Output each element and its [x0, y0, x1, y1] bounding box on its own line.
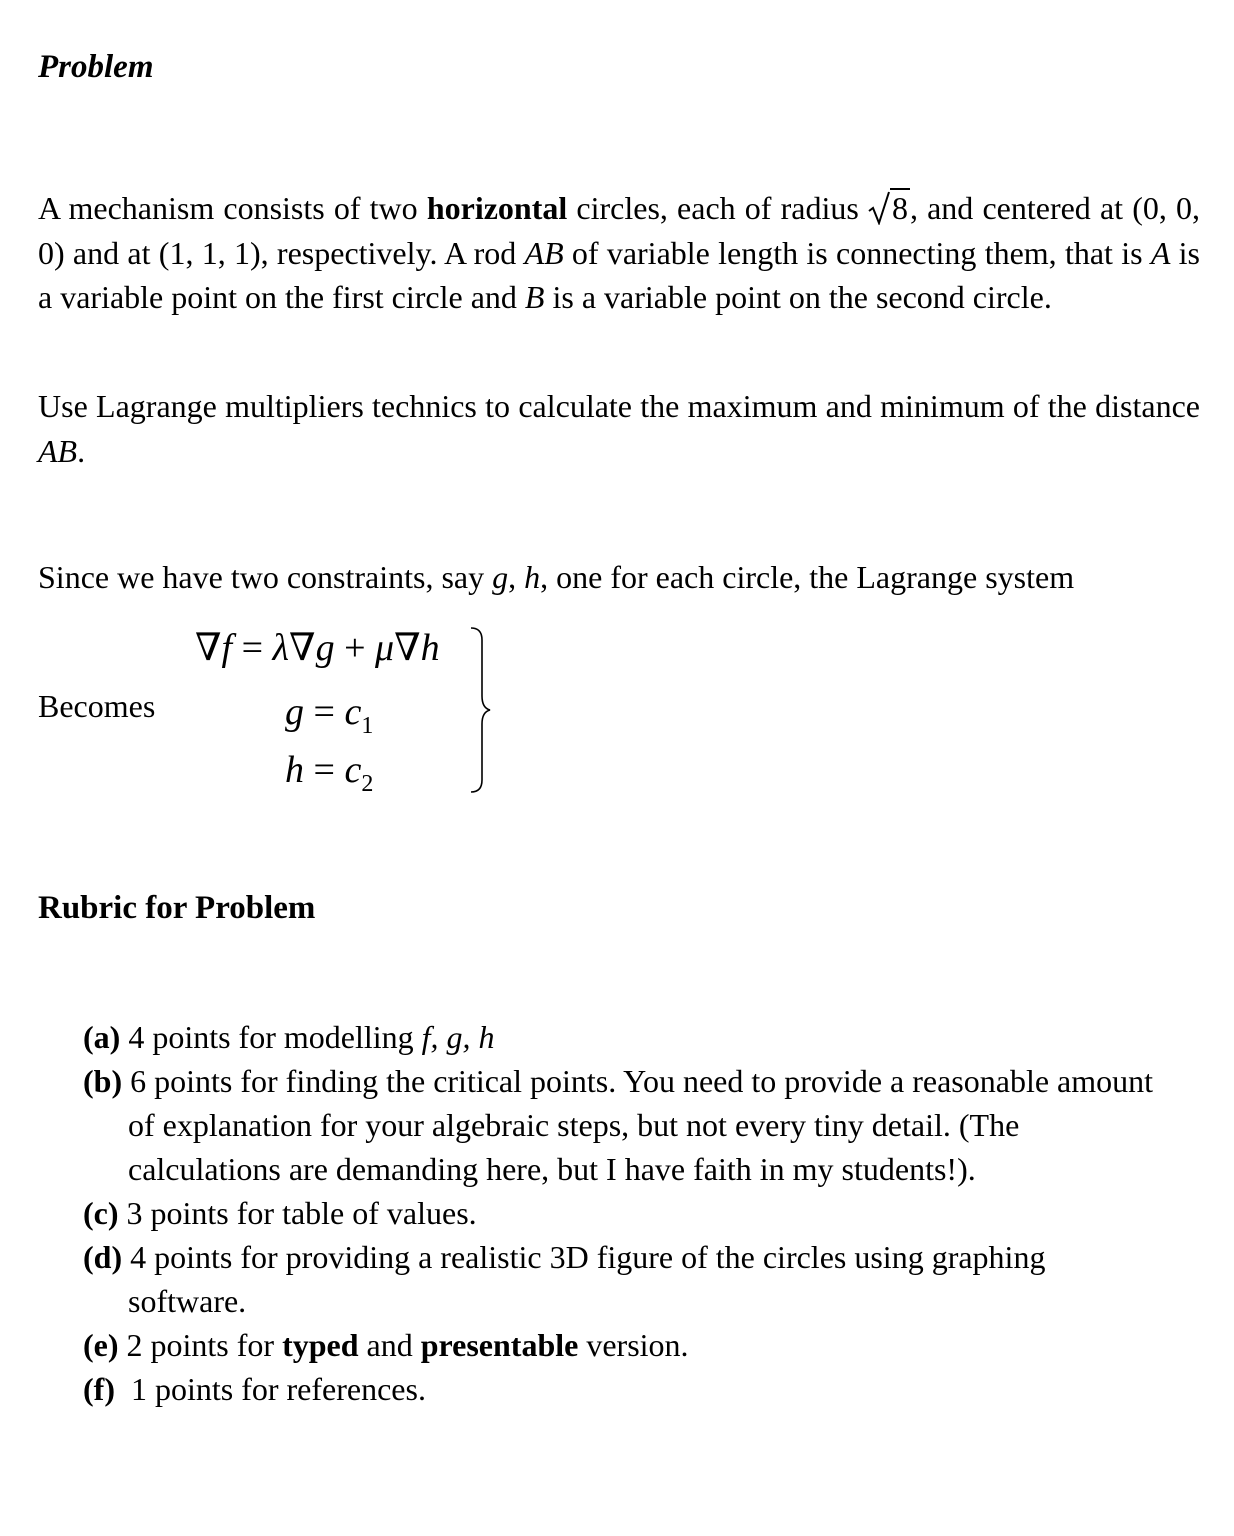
list-item	[83, 1015, 1163, 1059]
bold-term-horizontal: horizontal	[426, 190, 568, 226]
var-lambda: λ	[272, 627, 290, 669]
var-h: h	[285, 749, 304, 791]
sqrt-expression	[868, 190, 910, 226]
list-item	[83, 1191, 1163, 1235]
var-f: f	[221, 627, 233, 669]
bold-term-presentable: presentable	[420, 1327, 579, 1363]
text-span: , one for each circle, the Lagrange system	[540, 559, 1075, 595]
item-text: 2 points for	[118, 1327, 283, 1363]
text-span: A mechanism consists of two	[38, 190, 427, 226]
text-span: ,	[508, 559, 525, 595]
item-label: (d)	[83, 1239, 123, 1275]
italic-term-ab: AB	[38, 432, 78, 469]
problem-paragraph-2	[38, 384, 1200, 473]
list-item	[83, 1323, 1163, 1367]
problem-paragraph-1	[38, 186, 1200, 320]
item-text: 4 points for providing a realistic 3D figure of the circles using graphing software.	[122, 1239, 1046, 1319]
subscript-2: 2	[361, 771, 374, 797]
text-span: circles, each of radius	[567, 190, 868, 226]
text-span: Use Lagrange multipliers technics to calculate the maximum and minimum of the distance	[38, 388, 1200, 424]
item-text: 3 points for table of values.	[118, 1195, 477, 1231]
text-span: Since we have two constraints, say	[38, 559, 493, 595]
sqrt-argument: 8	[891, 190, 908, 226]
var-mu: μ	[375, 627, 395, 669]
item-label: (a)	[83, 1019, 121, 1055]
lagrange-equation-3	[285, 748, 373, 806]
problem-paragraph-3	[38, 555, 1200, 600]
equals-sign: =	[232, 627, 273, 669]
text-span: , and centered at (0, 0, 0) and at (1, 1, 1), respectively. A rod	[38, 190, 1201, 271]
nabla-symbol: ∇	[289, 627, 316, 669]
item-text: 1 points for references.	[114, 1371, 426, 1407]
item-math: f, g, h	[421, 1019, 495, 1055]
var-c: c	[344, 749, 362, 791]
nabla-symbol: ∇	[394, 627, 421, 669]
equals-sign: =	[304, 749, 345, 791]
lagrange-equation-2	[285, 690, 373, 748]
rubric-list	[83, 1015, 1163, 1411]
text-span: of variable length is connecting them, that is	[563, 234, 1151, 271]
item-text: version.	[578, 1327, 689, 1363]
rubric-heading: Rubric for Problem	[38, 890, 316, 926]
var-g: g	[285, 691, 304, 733]
item-label: (f)	[83, 1371, 115, 1407]
list-item	[83, 1367, 1163, 1411]
italic-term-b: B	[524, 279, 545, 315]
becomes-label: Becomes	[38, 688, 156, 724]
italic-term-ab: AB	[524, 234, 564, 271]
list-item	[83, 1059, 1163, 1191]
var-g: g	[315, 627, 335, 669]
text-span: is a variable point on the second circle.	[544, 279, 1052, 315]
text-span: .	[77, 432, 86, 469]
lagrange-equation-1	[195, 626, 440, 670]
var-c: c	[344, 691, 362, 733]
bold-term-typed: typed	[282, 1327, 359, 1363]
nabla-symbol: ∇	[195, 627, 222, 669]
var-h: h	[420, 627, 440, 669]
list-item	[83, 1235, 1163, 1323]
sqrt-sign-icon	[868, 191, 890, 225]
italic-term-a: A	[1150, 234, 1171, 271]
plus-sign: +	[334, 627, 375, 669]
item-label: (c)	[83, 1195, 119, 1231]
item-text: 4 points for modelling	[120, 1019, 422, 1055]
item-label: (e)	[83, 1327, 119, 1363]
problem-heading: Problem	[38, 49, 154, 85]
italic-term-h: h	[524, 559, 541, 595]
item-label: (b)	[83, 1063, 123, 1099]
equals-sign: =	[304, 691, 345, 733]
item-text: and	[358, 1327, 421, 1363]
italic-term-g: g	[492, 559, 509, 595]
subscript-1: 1	[361, 713, 374, 739]
right-brace-icon	[468, 626, 492, 794]
item-text: 6 points for finding the critical points. You need to provide a reasonable amount of explanation for your algebraic steps, but not every tiny detail. (The calculations are demanding here, but I have faith in my students!).	[122, 1063, 1154, 1187]
text-span: is a variable point on the first circle and	[38, 234, 1201, 315]
